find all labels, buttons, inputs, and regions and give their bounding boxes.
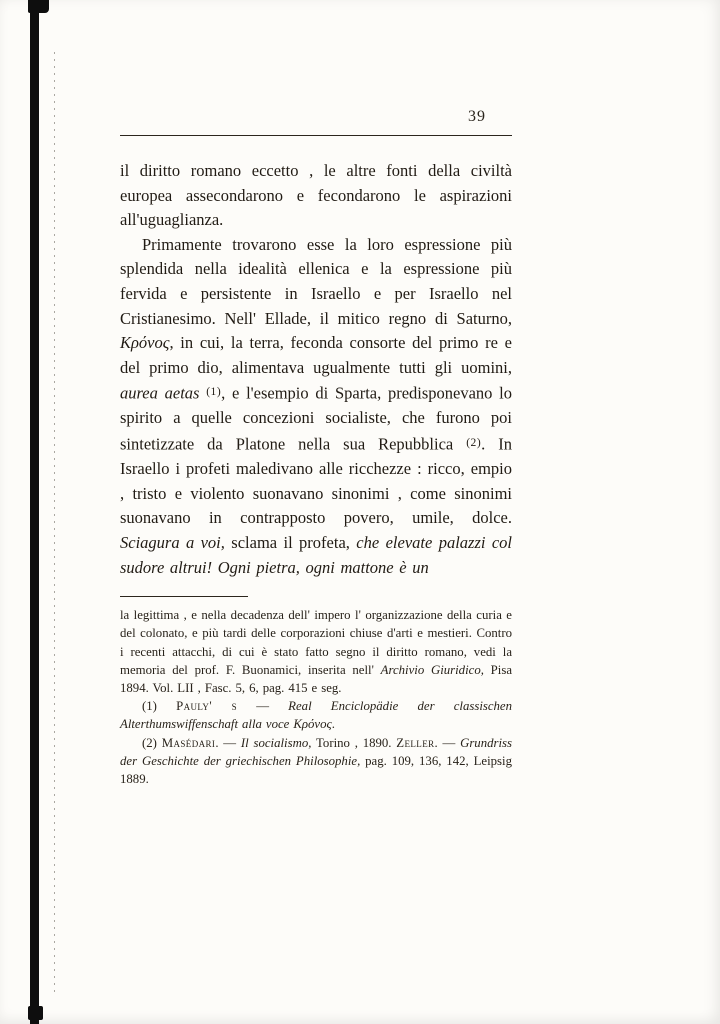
text-segment: . — — [215, 735, 241, 750]
text-segment: che elevate palazzi col sudore altrui! Ogni pietra, ogni mattone è un — [120, 532, 512, 577]
text-segment: aurea aetas — [120, 383, 200, 403]
text-segment: Archivio Giuridico, — [380, 662, 484, 677]
scan-artifact-bottom — [28, 1006, 43, 1020]
paragraph — [120, 159, 512, 233]
text-segment: (1) — [142, 699, 177, 714]
text-segment: Masédari — [161, 735, 216, 750]
text-segment: (2) — [466, 437, 482, 450]
text-segment: Il socialismo, — [240, 735, 312, 750]
text-segment: Real Enciclopädie der classischen Alterthumswiffenschaft alla voce — [120, 699, 513, 732]
text-segment: . — — [434, 735, 461, 750]
body-text — [120, 159, 512, 580]
text-segment: Torino , 1890. — [311, 735, 397, 750]
text-segment: (1) — [206, 386, 222, 399]
page-number: 39 — [468, 108, 486, 125]
text-segment: — — [237, 699, 289, 714]
page-content — [120, 108, 512, 788]
scan-artifact-top — [28, 0, 49, 13]
text-segment: Sciagura a voi, — [120, 532, 225, 552]
text-segment: sclama il profeta, — [224, 532, 357, 552]
text-segment: il diritto romano eccetto , le altre fonti della civiltà europea assecondarono e fecondarono le aspirazioni all'uguaglianza. — [120, 161, 512, 230]
footnotes — [120, 606, 512, 788]
text-segment: , e l'esempio di Sparta, predisponevano lo spirito a quelle concezioni socialiste, che furono poi sintetizzate da Platone nella sua Repubblica — [120, 383, 512, 454]
text-segment: . In Israello i profeti maledivano alle ricchezze : ricco, empio , tristo e violento suonavano sinonimi , come sinonimi suonavano in contrapposto povero, umile, dolce. — [120, 434, 512, 528]
perforation-dotted-line — [54, 52, 55, 996]
text-segment: Grundriss der Geschichte der griechischen Philosophie, — [120, 735, 512, 768]
text-segment: (2) — [142, 735, 162, 750]
text-segment: Pisa 1894. Vol. LII , Fasc. 5, 6, pag. 415 e seg. — [120, 662, 512, 695]
text-segment: Pauly' s — [176, 699, 238, 714]
text-segment: Zeller — [396, 735, 435, 750]
footnote-separator-rule — [120, 596, 248, 597]
paragraph — [120, 606, 512, 697]
paragraph — [120, 233, 512, 580]
text-segment: , in cui, la terra, feconda consorte del primo re e del primo dio, alimentava ugualmente tutti gli uomini, — [120, 333, 512, 377]
paragraph — [120, 734, 512, 789]
text-segment: Primamente trovarono esse la loro espressione più splendida nella idealità ellenica e la espressione più fervida e persistente in Israello e per Israello nel Cristianesimo. Nell' Ellade, il mitico regno di Saturno, — [120, 234, 512, 328]
text-segment: la legittima , e nella decadenza dell' impero l' organizzazione della curia e del colonato, e più tardi delle corporazioni chiuse d'arti e mestieri. Contro i recenti attacchi, di cui è stato fatto segno il diritto romano, vedi la memoria del prof. F. Buonamici, inserita nell' — [120, 608, 512, 677]
header-rule — [120, 135, 512, 136]
text-segment: Κρόνος — [120, 333, 170, 353]
paragraph — [120, 697, 512, 733]
text-segment: . — [331, 717, 335, 732]
text-segment: pag. 109, 136, 142, Leipsig 1889. — [120, 753, 512, 786]
text-segment: Κρόνος — [293, 717, 332, 732]
scan-binding-bar — [30, 0, 39, 1024]
